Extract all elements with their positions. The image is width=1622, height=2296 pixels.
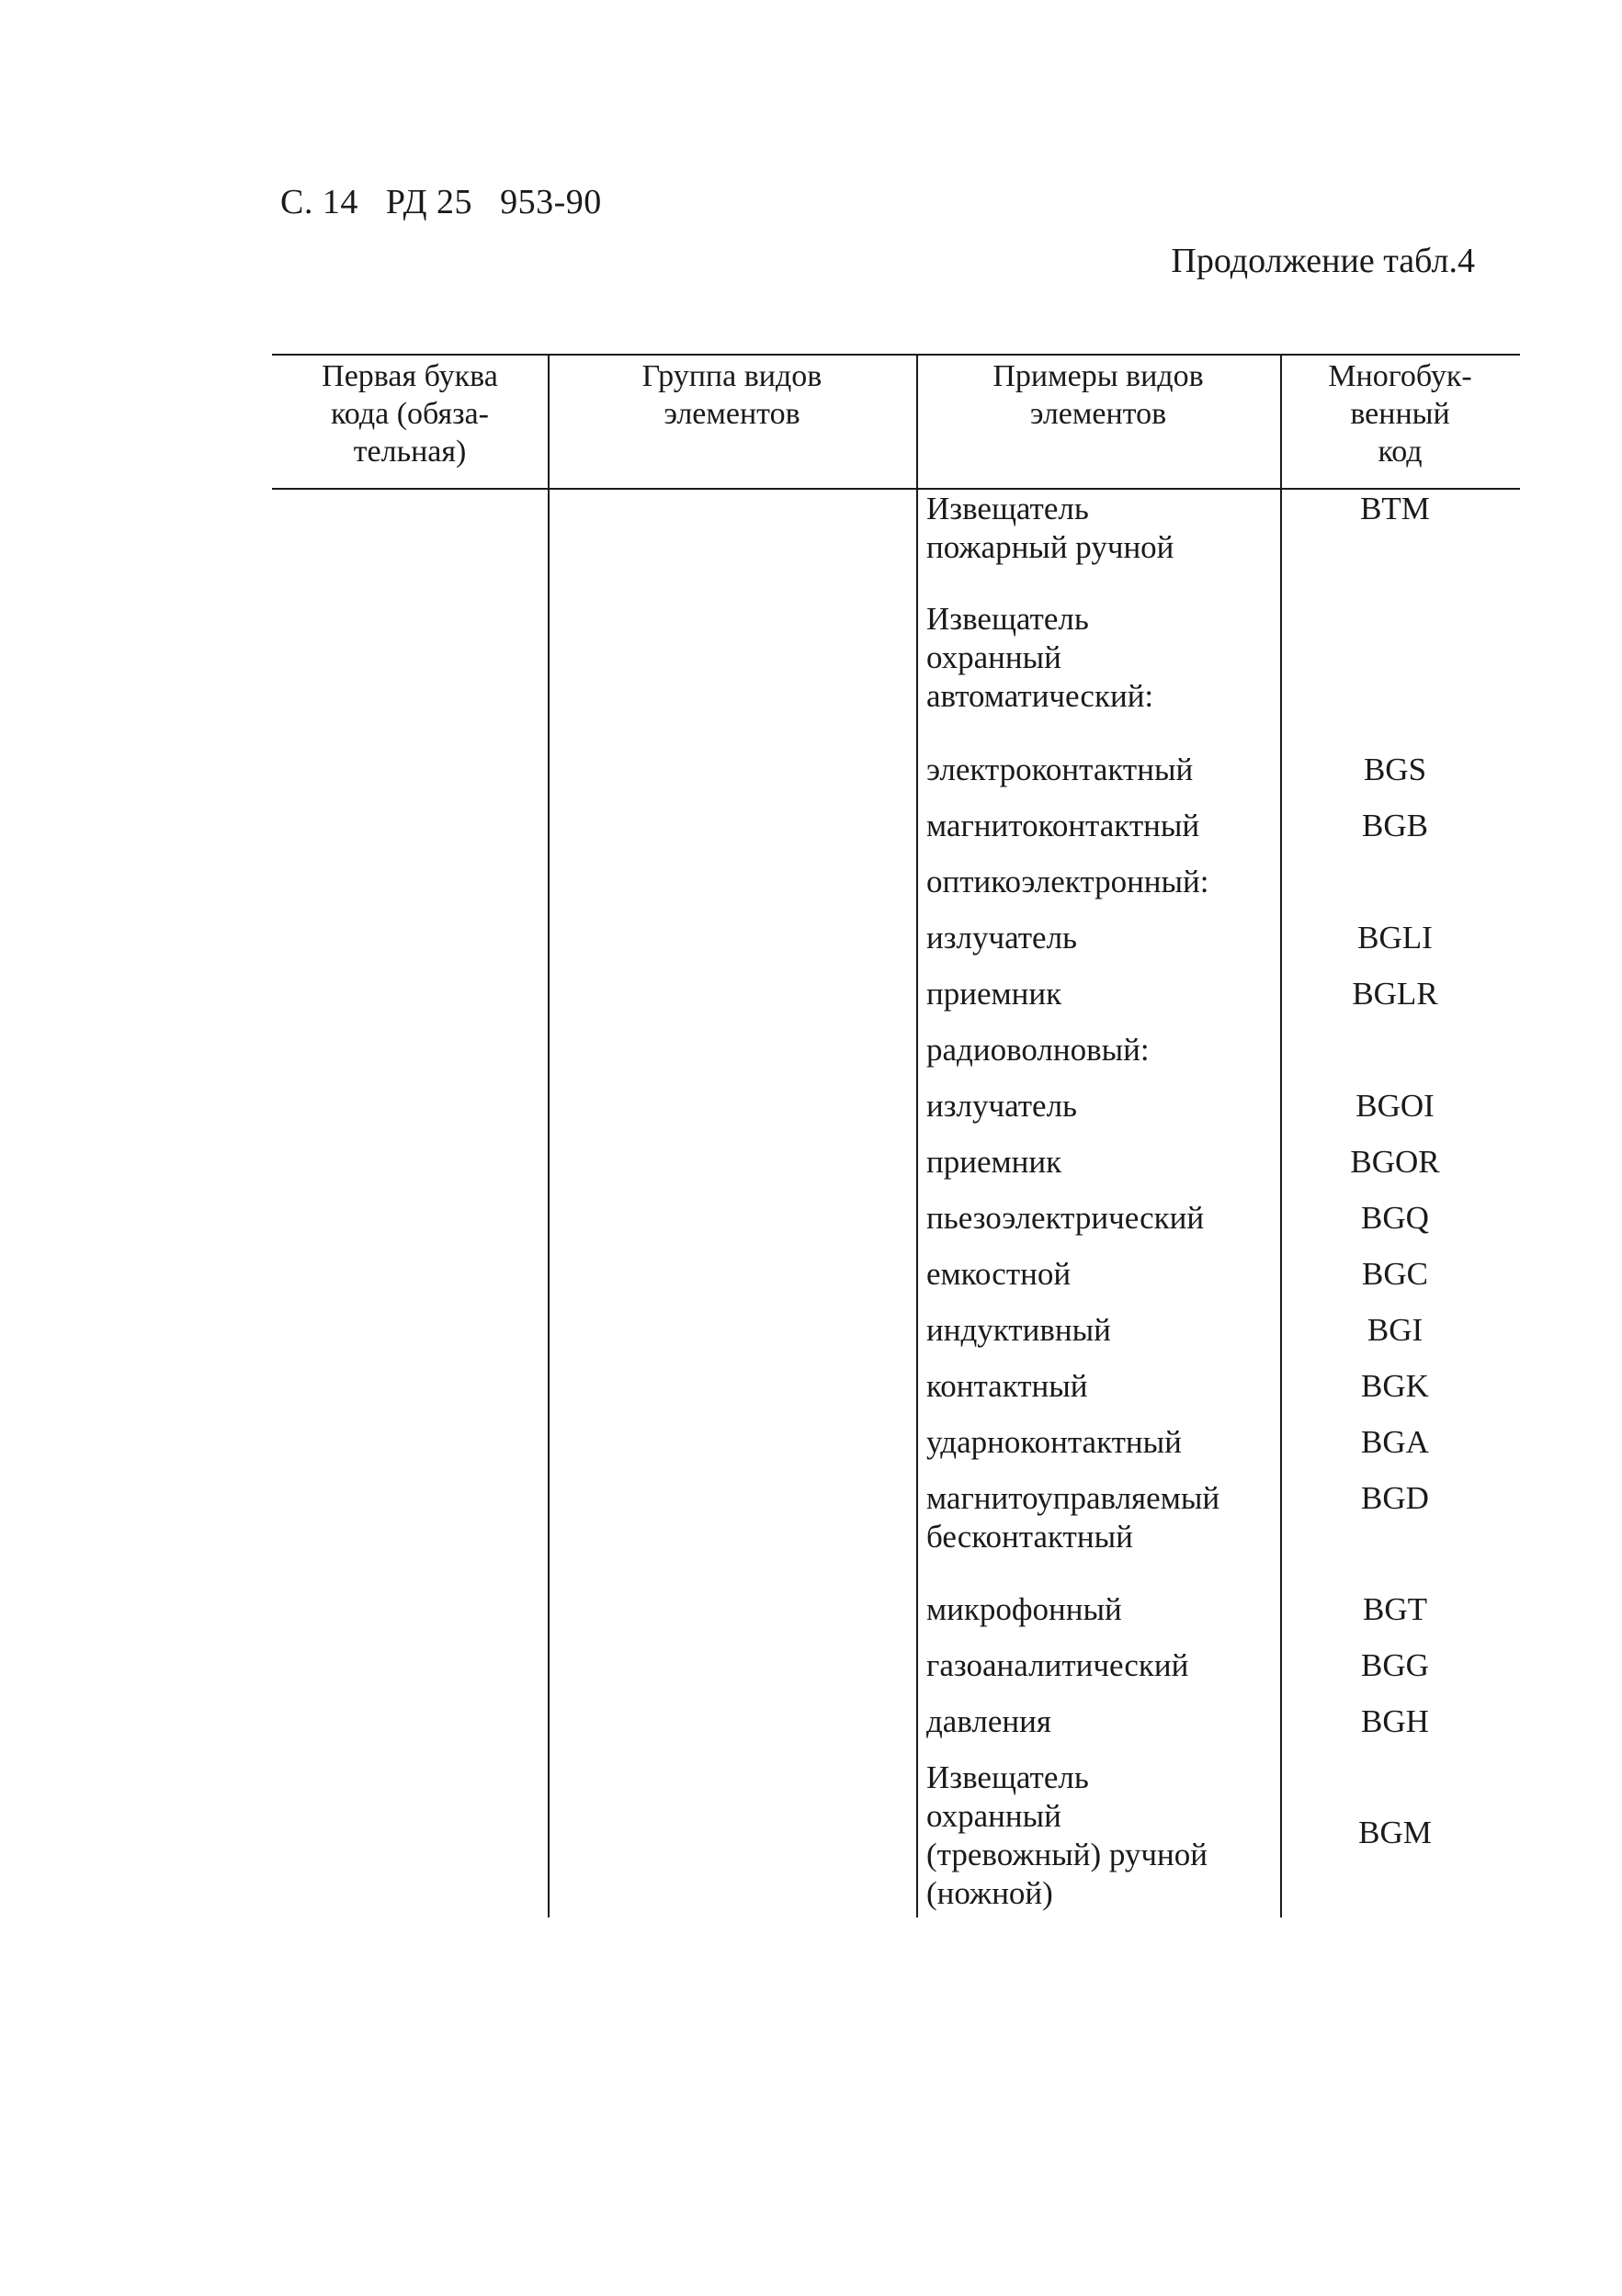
element-code: BGC: [1362, 1256, 1428, 1292]
element-example: излучатель: [926, 1088, 1078, 1124]
element-example: магнитоконтактный: [926, 808, 1200, 843]
element-example: приемник: [926, 976, 1062, 1012]
element-example: излучатель: [926, 920, 1078, 956]
element-code: BGM: [1358, 1815, 1432, 1850]
element-code: BGS: [1363, 752, 1427, 787]
element-code: BGI: [1367, 1312, 1424, 1348]
element-example: Извещатель охранный автоматический:: [926, 601, 1154, 714]
element-example: Извещатель охранный (тревожный) ручной (ножной): [926, 1759, 1208, 1911]
element-code: BGH: [1361, 1703, 1429, 1739]
doc-code: РД 25: [385, 183, 473, 221]
element-code: BGG: [1361, 1647, 1429, 1683]
element-example: электроконтактный: [926, 752, 1194, 787]
element-example: газоаналитический: [926, 1647, 1189, 1683]
element-example: контактный: [926, 1368, 1088, 1404]
element-example: магнитоуправляемый бесконтактный: [926, 1480, 1220, 1555]
element-code: BGD: [1361, 1480, 1429, 1516]
header-element-examples: Примеры видов элементов: [992, 359, 1204, 431]
element-code: BGA: [1361, 1424, 1429, 1460]
element-code: BTM: [1360, 491, 1430, 526]
element-example: индуктивный: [926, 1312, 1111, 1348]
element-code: BGB: [1362, 808, 1428, 843]
element-code: BGLR: [1352, 976, 1438, 1012]
element-example: оптикоэлектронный:: [926, 864, 1209, 899]
element-code: BGLI: [1357, 920, 1433, 956]
element-example: микрофонный: [926, 1591, 1122, 1627]
element-example: емкостной: [926, 1256, 1072, 1292]
element-code: BGOI: [1355, 1088, 1435, 1124]
col-divider-2: [916, 354, 918, 1917]
element-example: приемник: [926, 1144, 1062, 1180]
element-code: BGQ: [1361, 1200, 1429, 1236]
table-continuation-label: Продолжение табл.4: [1171, 242, 1475, 280]
element-code: BGT: [1363, 1591, 1427, 1627]
element-example: Извещатель пожарный ручной: [926, 491, 1174, 565]
element-example: радиоволновый:: [926, 1032, 1150, 1068]
page-number: С. 14: [280, 183, 358, 221]
col-divider-1: [548, 354, 550, 1917]
element-example: давления: [926, 1703, 1051, 1739]
page-header: [280, 182, 602, 222]
element-example: пьезоэлектрический: [926, 1200, 1205, 1236]
doc-number: 953-90: [500, 183, 602, 221]
header-element-group: Группа видов элементов: [641, 359, 822, 431]
header-first-letter: Первая буква кода (обяза- тельная): [322, 359, 498, 469]
header-multi-letter-code: Многобук- венный код: [1328, 359, 1472, 469]
element-code: BGK: [1361, 1368, 1429, 1404]
element-example: ударноконтактный: [926, 1424, 1182, 1460]
element-code: BGOR: [1350, 1144, 1440, 1180]
